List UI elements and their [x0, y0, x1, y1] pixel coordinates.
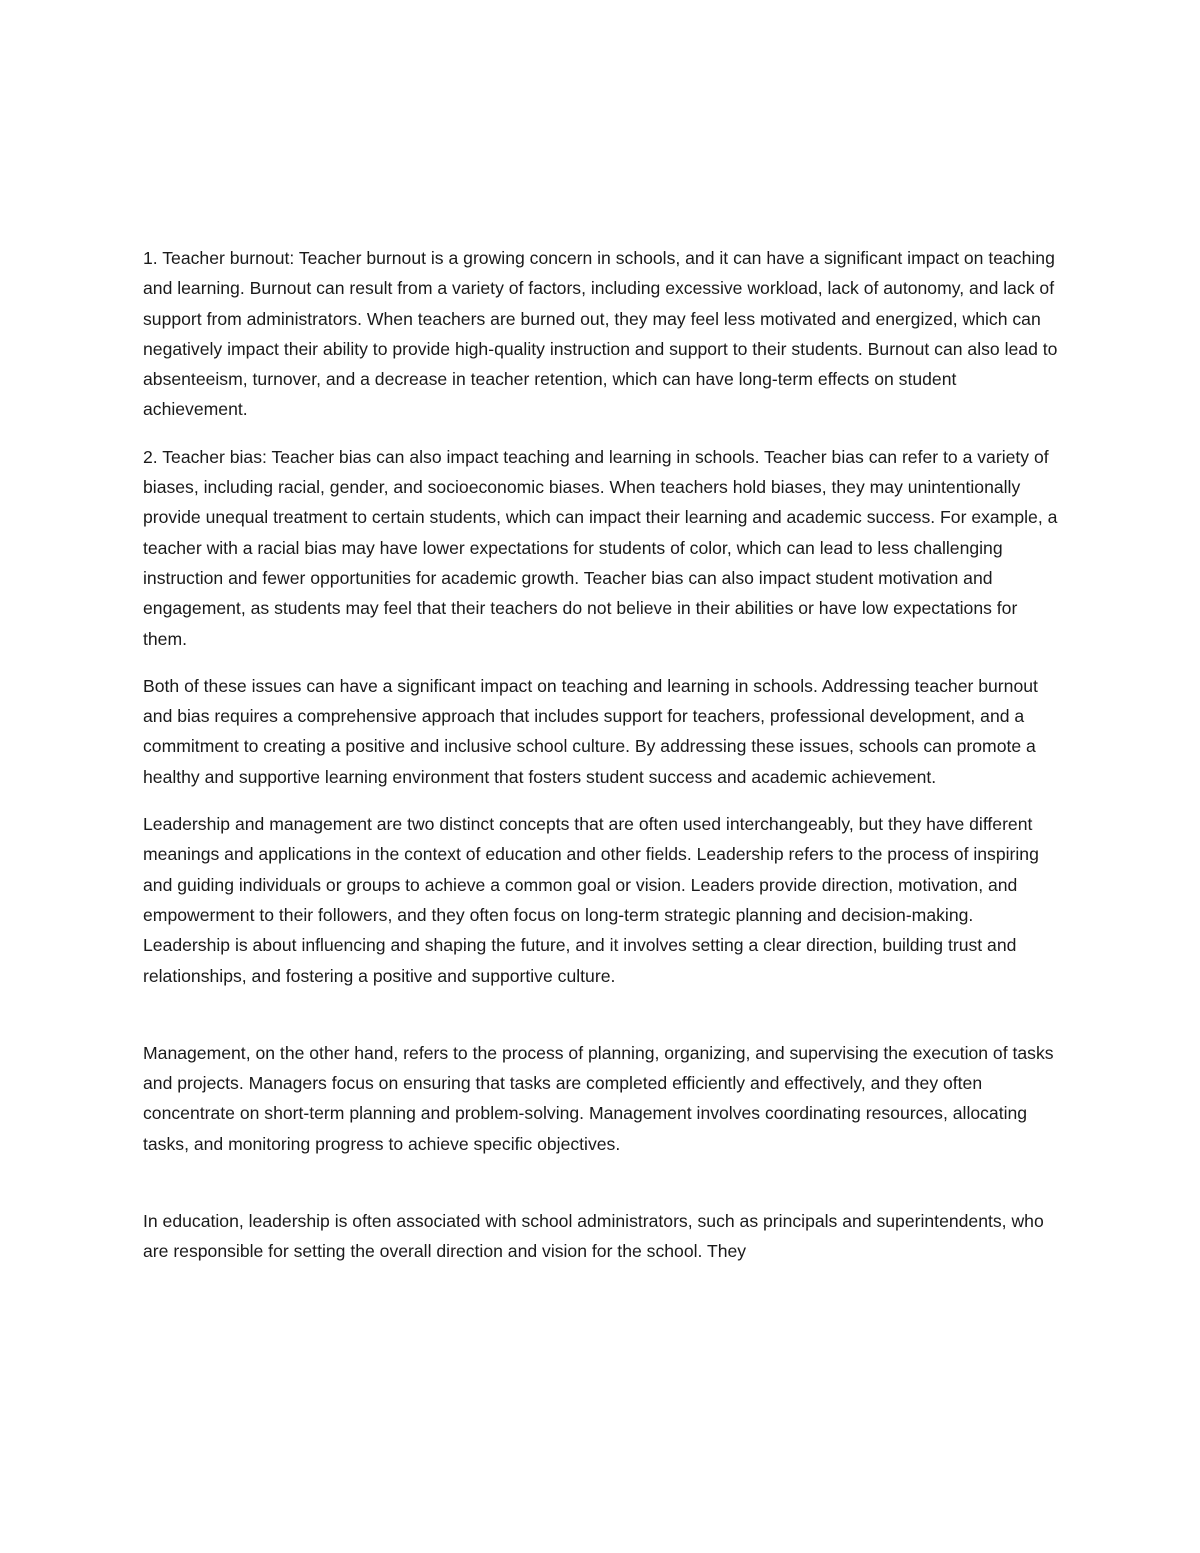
paragraph-education-leadership: In education, leadership is often associated with school administrators, such as principals and superintendents, who are responsible for setting the overall direction and vision for the school. They [143, 1211, 1044, 1262]
document-body [143, 243, 1061, 1284]
paragraph-teacher-bias: 2. Teacher bias: Teacher bias can also impact teaching and learning in schools. Teacher bias can refer to a variety of biases, including racial, gender, and socioeconomic biases. When teachers hold biases, they may unintentionally provide unequal treatment to certain students, which can impact their learning and academic success. For example, a teacher with a racial bias may have lower expectations for students of color, which can lead to less challenging instruction and fewer opportunities for academic growth. Teacher bias can also impact student motivation and engagement, as students may feel that their teachers do not believe in their abilities or have low expectations for them. [143, 446, 1058, 649]
paragraph-addressing-issues: Both of these issues can have a significant impact on teaching and learning in schools. Addressing teacher burnout and bias requires a comprehensive approach that includes support for teachers, professional development, and a commitment to creating a positive and inclusive school culture. By addressing these issues, schools can promote a healthy and supportive learning environment that fosters student success and academic achievement. [143, 675, 1038, 787]
paragraph-management-definition: Management, on the other hand, refers to the process of planning, organizing, and supervising the execution of tasks and projects. Managers focus on ensuring that tasks are completed efficiently and effectively, and they often concentrate on short-term planning and problem-solving. Management involves coordinating resources, allocating tasks, and monitoring progress to achieve specific objectives. [143, 1042, 1054, 1154]
paragraph-teacher-burnout: 1. Teacher burnout: Teacher burnout is a growing concern in schools, and it can have a significant impact on teaching and learning. Burnout can result from a variety of factors, including excessive workload, lack of autonomy, and lack of support from administrators. When teachers are burned out, they may feel less motivated and energized, which can negatively impact their ability to provide high-quality instruction and support to their students. Burnout can also lead to absenteeism, turnover, and a decrease in teacher retention, which can have long-term effects on student achievement. [143, 248, 1058, 420]
paragraph-leadership-definition: Leadership and management are two distinct concepts that are often used interchangeably, but they have different meanings and applications in the context of education and other fields. Leadership refers to the process of inspiring and guiding individuals or groups to achieve a common goal or vision. Leaders provide direction, motivation, and empowerment to their followers, and they often focus on long-term strategic planning and decision-making. Leadership is about influencing and shaping the future, and it involves setting a clear direction, building trust and relationships, and fostering a positive and supportive culture. [143, 814, 1039, 986]
